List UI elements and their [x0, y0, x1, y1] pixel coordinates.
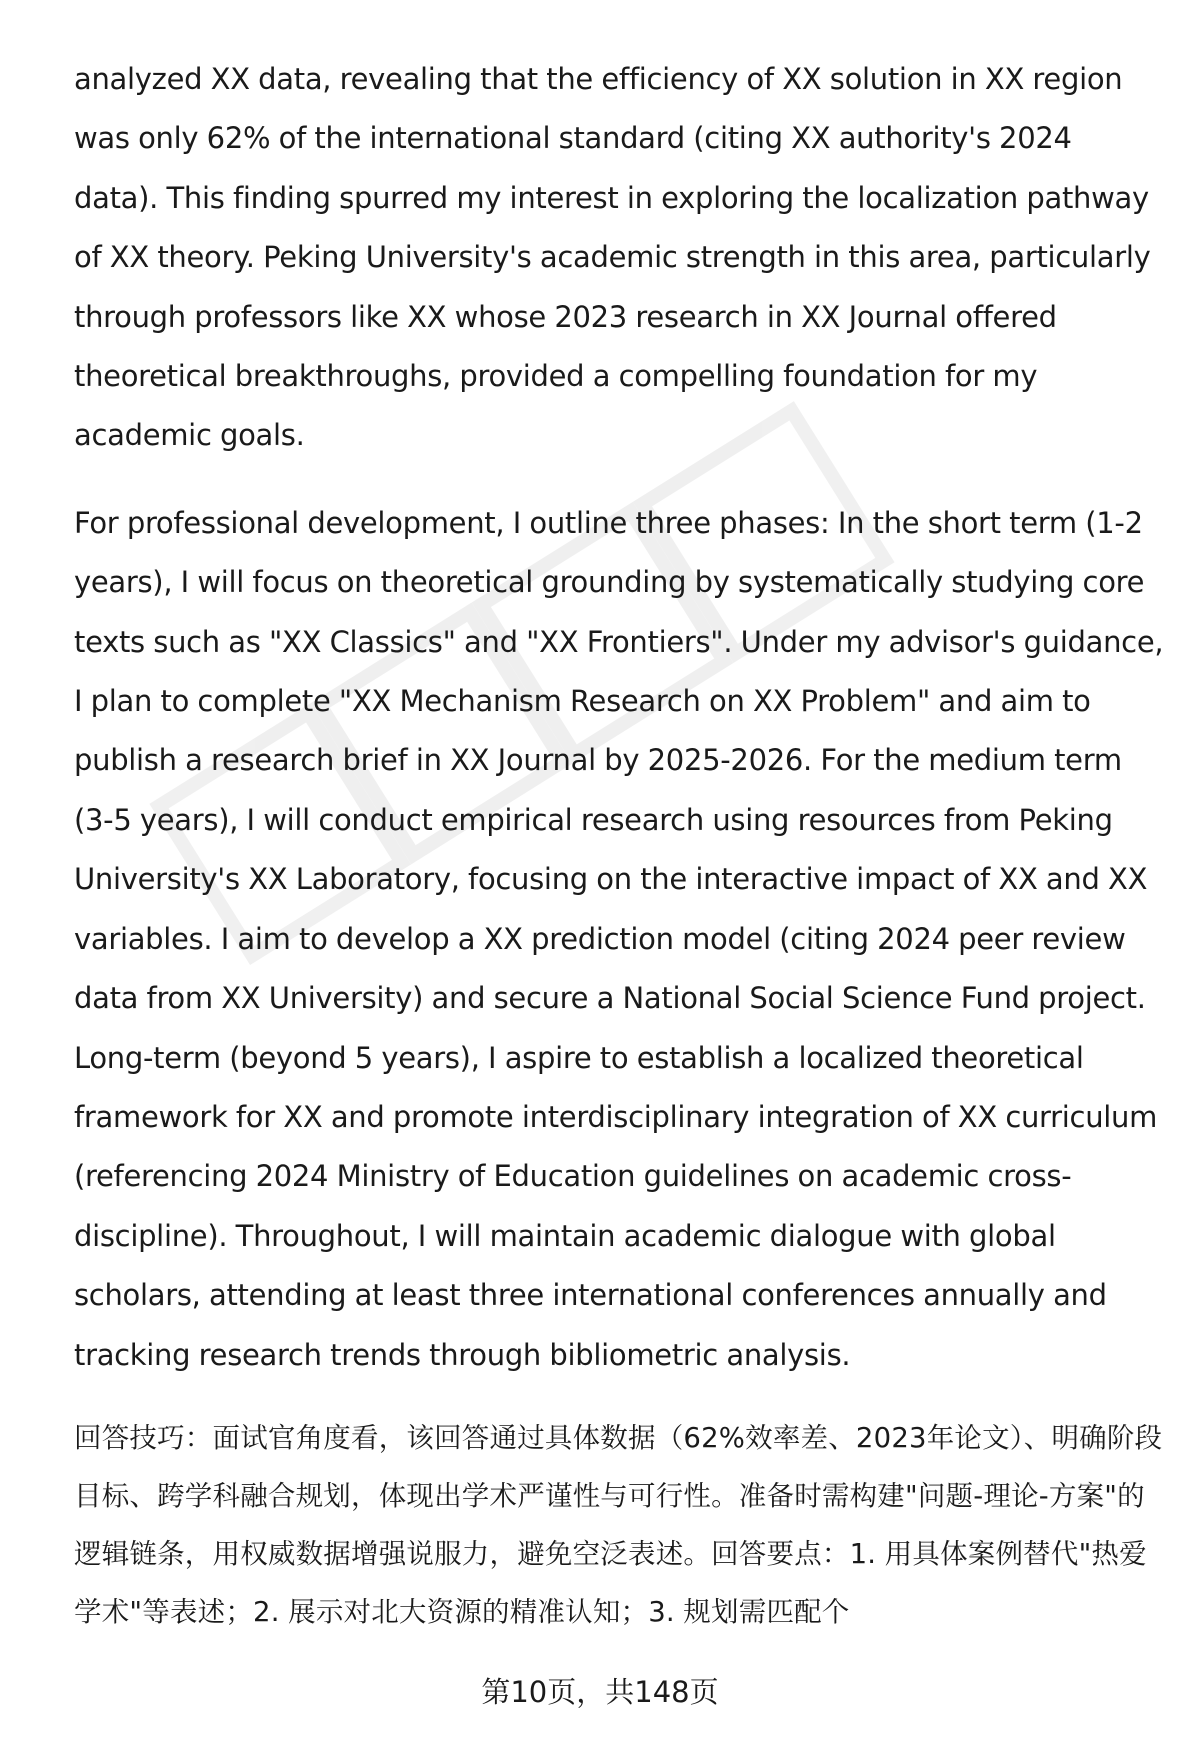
document-body [74, 50, 1164, 1641]
answer-tips-paragraph: 回答技巧：面试官角度看，该回答通过具体数据（62%效率差、2023年论文）、明确阶段目标、跨学科融合规划，体现出学术严谨性与可行性。准备时需构建"问题-理论-方案"的逻辑链条，用权威数据增强说服力，避免空泛表述。回答要点：1. 用具体案例替代"热爱学术"等表述；2. 展示对北大资源的精准认知；3. 规划需匹配个 [74, 1421, 1163, 1628]
page-number: 第10页，共148页 [481, 1675, 719, 1709]
body-paragraph-2: For professional development, I outline three phases: In the short term (1-2 years), I will focus on theoretical grounding by systematically studying core texts such as "XX Classics" and "XX Frontiers". Under my advisor's guidance, I plan to complete "XX Mechanism Research on XX Problem" and aim to publish a research brief in XX Journal by 2025-2026. For the medium term (3-5 years), I will conduct empirical research using resources from Peking University's XX Laboratory, focusing on the interactive impact of XX and XX variables. I aim to develop a XX prediction model (citing 2024 peer review data from XX University) and secure a National Social Science Fund project. Long-term (beyond 5 years), I aspire to establish a localized theoretical framework for XX and promote interdisciplinary integration of XX curriculum (referencing 2024 Ministry of Education guidelines on academic cross-discipline). Throughout, I will maintain academic dialogue with global scholars, attending at least three international conferences annually and tracking research trends through bibliometric analysis. [74, 505, 1164, 1372]
body-paragraph-1: analyzed XX data, revealing that the efficiency of XX solution in XX region was only 62% of the international standard (citing XX authority's 2024 data). This finding spurred my interest in exploring the localization pathway of XX theory. Peking University's academic strength in this area, particularly through professors like XX whose 2023 research in XX Journal offered theoretical breakthroughs, provided a compelling foundation for my academic goals. [74, 62, 1151, 453]
